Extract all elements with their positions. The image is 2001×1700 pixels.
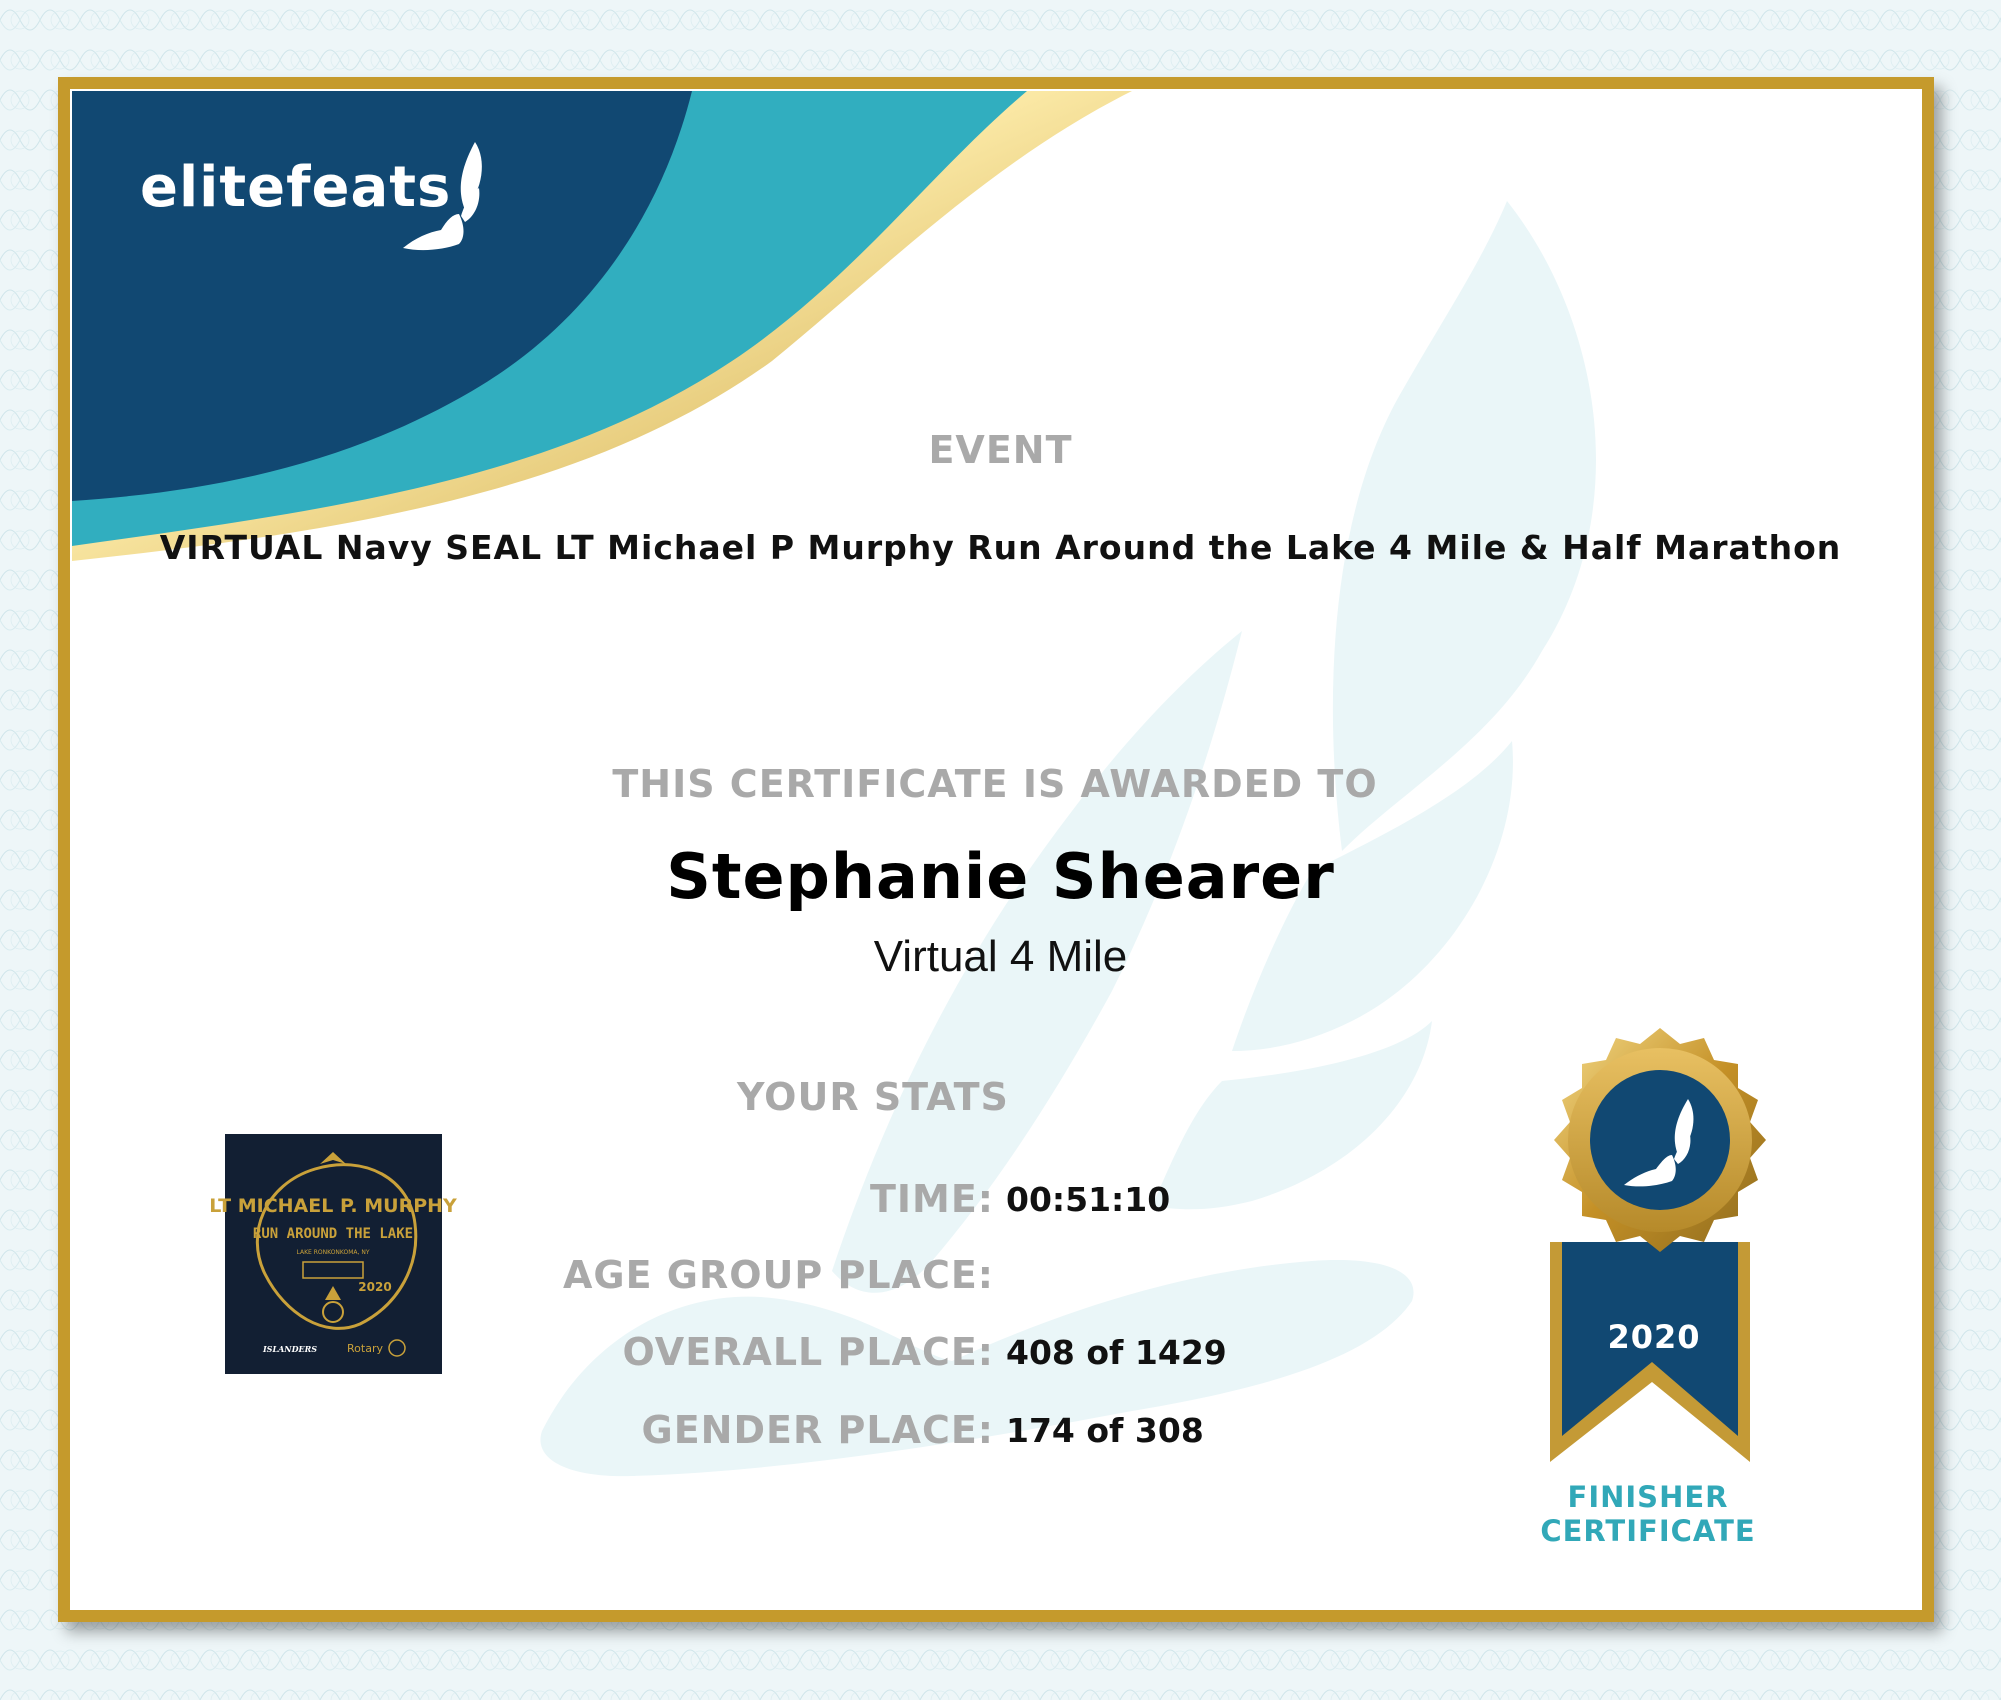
awarded-to-label: THIS CERTIFICATE IS AWARDED TO [612, 762, 1378, 806]
age-group-place-label: AGE GROUP PLACE: [563, 1253, 994, 1297]
event-label: EVENT [928, 428, 1073, 472]
overall-place-label: OVERALL PLACE: [622, 1330, 994, 1374]
event-name: VIRTUAL Navy SEAL LT Michael P Murphy Run Around the Lake 4 Mile & Half Marathon [159, 528, 1842, 567]
gender-place-value: 174 of 308 [1006, 1411, 1204, 1450]
race-category: Virtual 4 Mile [873, 932, 1128, 981]
overall-place-value: 408 of 1429 [1006, 1333, 1227, 1372]
badge-caption-line1: FINISHER [1567, 1480, 1729, 1514]
gender-place-label: GENDER PLACE: [641, 1408, 994, 1452]
time-value: 00:51:10 [1006, 1180, 1171, 1219]
badge-caption-line2: CERTIFICATE [1540, 1514, 1756, 1548]
brand-logo-text: elitefeats [140, 155, 452, 220]
event-logo-sponsor1: ISLANDERS [262, 1344, 318, 1354]
event-logo-sponsor2: Rotary [347, 1342, 383, 1355]
event-logo-line2: RUN AROUND THE LAKE [252, 1226, 414, 1242]
winged-foot-icon [395, 140, 495, 260]
event-logo-line1: LT MICHAEL P. MURPHY [209, 1195, 457, 1217]
event-logo-line3: LAKE RONKONKOMA, NY [296, 1249, 370, 1256]
event-logo-year: 2020 [358, 1280, 392, 1294]
stats-label: YOUR STATS [737, 1075, 1009, 1119]
time-label: TIME: [869, 1177, 994, 1221]
finisher-badge [1500, 1022, 1820, 1502]
event-logo [209, 1134, 457, 1374]
recipient-name: Stephanie Shearer [666, 840, 1335, 913]
badge-year: 2020 [1607, 1318, 1701, 1356]
